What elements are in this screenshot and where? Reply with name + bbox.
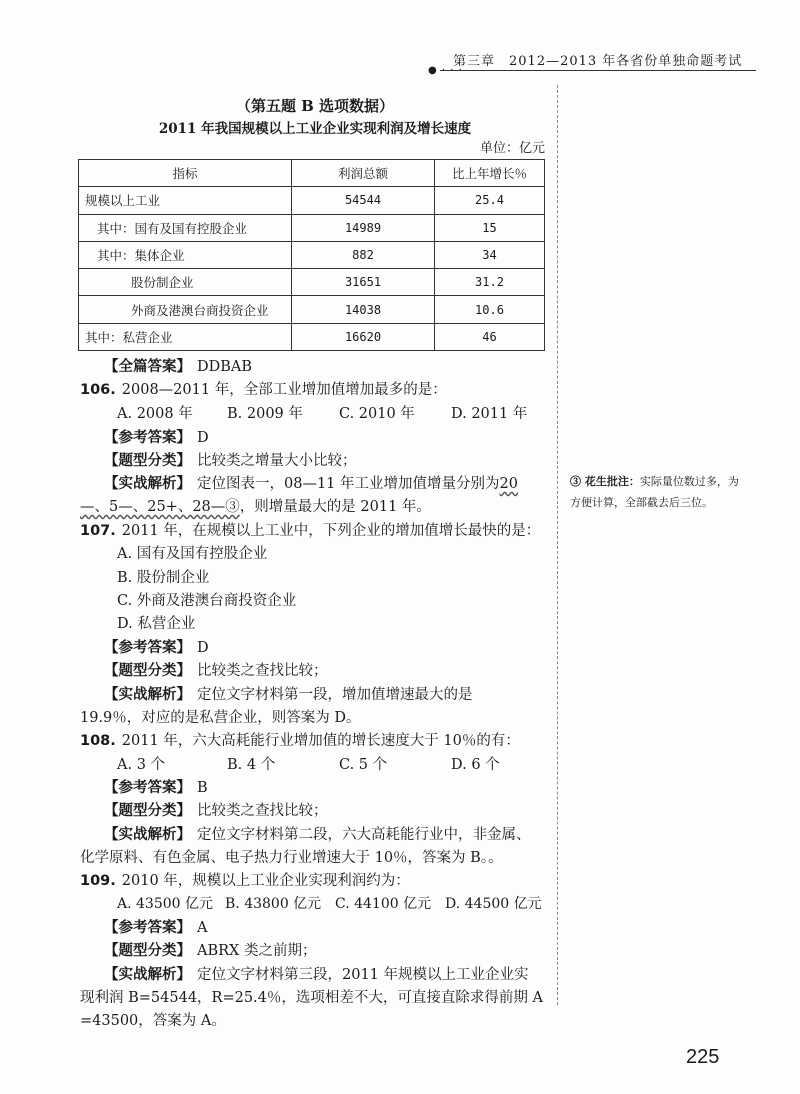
question-text: 2011 年，在规模以上工业中，下列企业的增加值增长最快的是： (121, 523, 541, 539)
type-label: 【题型分类】 (104, 662, 191, 679)
option-a: A. 国有及国有控股企业 (117, 546, 268, 562)
option-c: C. 44100 亿元 (335, 896, 432, 912)
option-a: A. 2008 年 (117, 406, 193, 422)
question-108-options (117, 753, 500, 774)
row-label: 其中：集体企业 (79, 241, 292, 268)
row-growth: 31.2 (435, 269, 545, 296)
header-rule (440, 70, 756, 71)
row-label: 股份制企业 (79, 269, 292, 296)
question-number: 109. (80, 873, 116, 889)
row-growth: 34 (435, 241, 545, 268)
margin-divider (557, 85, 558, 1005)
option-c: C. 2010 年 (339, 406, 415, 422)
table-row (79, 187, 545, 214)
option-d: D. 44500 亿元 (445, 896, 542, 912)
type-value: ABRX 类之前期； (197, 943, 317, 959)
option-b: B. 2009 年 (227, 406, 303, 422)
question-number: 107. (80, 523, 116, 539)
option-b: B. 43800 亿元 (225, 896, 322, 912)
question-108-stem (80, 729, 520, 750)
row-label: 其中：私营企业 (79, 323, 292, 350)
option-d: D. 6 个 (451, 757, 500, 773)
row-label: 规模以上工业 (79, 187, 292, 214)
analysis-label: 【实战解析】 (104, 686, 191, 703)
table-row (79, 214, 545, 241)
table-caption: （第五题 B 选项数据） (235, 97, 395, 115)
q108-answer (104, 776, 208, 797)
question-number: 108. (80, 733, 116, 749)
row-profit: 882 (292, 241, 435, 268)
profit-table (78, 159, 545, 351)
analysis-text: 定位文字材料第一段，增加值增速最大的是 (197, 687, 473, 703)
question-text: 2011 年，六大高耗能行业增加值的增长速度大于 10％的有： (121, 733, 520, 749)
ref-answer-label: 【参考答案】 (104, 429, 191, 446)
type-value: 比较类之增量大小比较； (197, 453, 357, 469)
question-text: 2010 年，规模以上工业企业实现利润约为： (121, 873, 410, 889)
option-c: C. 外商及港澳台商投资企业 (117, 593, 297, 609)
q107-analysis-line-1 (104, 683, 473, 704)
q107-type (104, 659, 328, 680)
full-answer-label: 【全篇答案】 (104, 358, 191, 375)
q109-analysis-line-3: =43500，答案为 A。 (80, 1013, 226, 1029)
question-number: 106. (80, 382, 116, 398)
full-answer-value: DDBAB (197, 359, 253, 375)
type-value: 比较类之查找比较； (197, 663, 328, 679)
analysis-label: 【实战解析】 (104, 826, 191, 843)
q109-analysis-line-1 (104, 963, 529, 984)
option-b: B. 股份制企业 (117, 570, 210, 586)
q107-answer (104, 636, 209, 657)
table-unit: 单位：亿元 (479, 141, 545, 156)
q106-analysis-line-2 (80, 495, 431, 516)
row-profit: 14989 (292, 214, 435, 241)
row-label: 其中：国有及国有控股企业 (79, 214, 292, 241)
type-label: 【题型分类】 (104, 942, 191, 959)
col-header-growth: 比上年增长％ (435, 160, 545, 187)
table-header-row (79, 160, 545, 187)
analysis-highlight: —、5—、25+、28—③ (80, 499, 240, 515)
analysis-text: 定位文字材料第三段，2011 年规模以上工业企业实 (197, 967, 529, 983)
annotation-label: ③ 花生批注： (570, 475, 640, 488)
row-profit: 16620 (292, 323, 435, 350)
q108-type (104, 799, 328, 820)
question-109-stem (80, 869, 410, 890)
analysis-highlight: 20 (499, 476, 518, 492)
row-profit: 54544 (292, 187, 435, 214)
question-106-stem (80, 378, 447, 399)
q108-analysis-line-1 (104, 823, 531, 844)
q109-type (104, 939, 316, 960)
analysis-text: ，则增量最大的是 2011 年。 (239, 499, 431, 515)
option-a: A. 3 个 (117, 757, 166, 773)
row-profit: 14038 (292, 296, 435, 323)
row-growth: 10.6 (435, 296, 545, 323)
ref-answer-value: A (197, 920, 208, 936)
ref-answer-label: 【参考答案】 (104, 639, 191, 656)
table-row (79, 296, 545, 323)
option-d: D. 2011 年 (451, 406, 528, 422)
row-growth: 46 (435, 323, 545, 350)
annotation-text: 实际量位数过多，为方便计算，全部截去后三位。 (570, 475, 739, 509)
row-label: 外商及港澳台商投资企业 (79, 296, 292, 323)
col-header-indicator: 指标 (79, 160, 292, 187)
q109-analysis-line-2: 现利润 B=54544，R=25.4％，选项相差不大，可直接直除求得前期 A (80, 990, 543, 1006)
table-title: 2011 年我国规模以上工业企业实现利润及增长速度 (158, 121, 472, 137)
ref-answer-value: B (197, 780, 208, 796)
question-109-options (117, 893, 542, 913)
page-number: 225 (686, 1046, 720, 1068)
q106-answer (104, 426, 209, 447)
q106-analysis-line-1 (104, 472, 518, 493)
table-row (79, 323, 545, 350)
row-profit: 31651 (292, 269, 435, 296)
option-b: B. 4 个 (227, 757, 276, 773)
ref-answer-value: D (197, 640, 209, 656)
table-row (79, 241, 545, 268)
type-value: 比较类之查找比较； (197, 803, 328, 819)
row-growth: 25.4 (435, 187, 545, 214)
analysis-text: 定位文字材料第二段，六大高耗能行业中，非金属、 (197, 827, 531, 843)
analysis-label: 【实战解析】 (104, 966, 191, 983)
type-label: 【题型分类】 (104, 802, 191, 819)
analysis-text: 定位图表一，08—11 年工业增加值增量分别为 (197, 476, 500, 492)
chapter-header: 第三章 2012—2013 年各省份单独命题考试 (453, 54, 743, 69)
question-text: 2008—2011 年，全部工业增加值增加最多的是： (121, 382, 447, 398)
type-label: 【题型分类】 (104, 452, 191, 469)
q106-type (104, 449, 357, 470)
ref-answer-value: D (197, 430, 209, 446)
full-answer (104, 355, 252, 376)
q109-answer (104, 916, 207, 937)
ref-answer-label: 【参考答案】 (104, 779, 191, 796)
question-107-stem (80, 519, 540, 540)
header-dots: ● · · · (428, 65, 463, 76)
option-d: D. 私营企业 (117, 616, 196, 632)
option-a: A. 43500 亿元 (117, 896, 213, 912)
row-growth: 15 (435, 214, 545, 241)
ref-answer-label: 【参考答案】 (104, 919, 191, 936)
question-106-options (117, 402, 527, 423)
option-c: C. 5 个 (339, 757, 388, 773)
q108-analysis-line-2: 化学原料、有色金属、电子热力行业增速大于 10％，答案为 B。。 (80, 850, 503, 866)
q107-analysis-line-2: 19.9％，对应的是私营企业，则答案为 D。 (80, 710, 361, 726)
col-header-profit: 利润总额 (292, 160, 435, 187)
analysis-label: 【实战解析】 (104, 475, 191, 492)
margin-annotation (570, 471, 745, 513)
table-row (79, 269, 545, 296)
